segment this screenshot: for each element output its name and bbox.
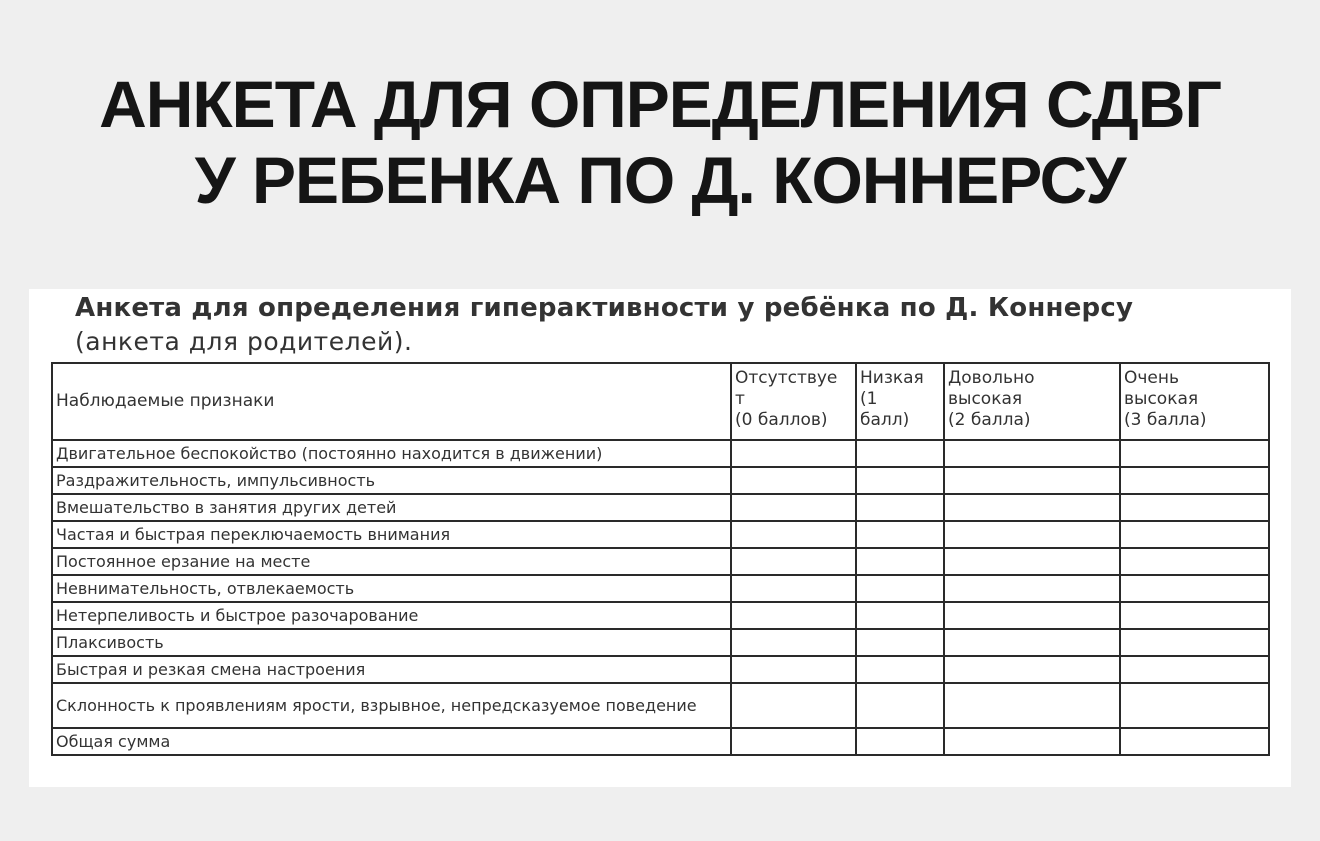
table-row [52, 656, 1269, 683]
sign-label: Быстрая и резкая смена настроения [52, 656, 731, 683]
score-cell-0[interactable] [731, 548, 856, 575]
score-cell-3[interactable] [1120, 656, 1269, 683]
table-row [52, 494, 1269, 521]
score-cell-3[interactable] [1120, 575, 1269, 602]
score-cell-2[interactable] [944, 629, 1120, 656]
page-title-line-1: АНКЕТА ДЛЯ ОПРЕДЕЛЕНИЯ СДВГ [99, 67, 1221, 141]
page-title [0, 66, 1320, 218]
score-cell-3[interactable] [1120, 548, 1269, 575]
header-score-3-line: (3 балла) [1124, 410, 1207, 430]
header-score-3-line: высокая [1124, 389, 1199, 409]
score-cell-3[interactable] [1120, 467, 1269, 494]
score-cell-0[interactable] [731, 467, 856, 494]
header-score-0-line: т [735, 389, 745, 409]
score-cell-0[interactable] [731, 683, 856, 728]
score-cell-3[interactable] [1120, 521, 1269, 548]
score-cell-2[interactable] [944, 575, 1120, 602]
header-score-1-line: балл) [860, 410, 910, 430]
sign-label: Частая и быстрая переключаемость внимания [52, 521, 731, 548]
score-cell-1[interactable] [856, 656, 944, 683]
sign-label: Склонность к проявлениям ярости, взрывное, непредсказуемое поведение [52, 683, 731, 728]
header-score-2-line: (2 балла) [948, 410, 1031, 430]
table-row-total [52, 728, 1269, 755]
score-cell-2[interactable] [944, 467, 1120, 494]
score-cell-2[interactable] [944, 521, 1120, 548]
table-row [52, 440, 1269, 467]
score-cell-1[interactable] [856, 683, 944, 728]
score-cell-2[interactable] [944, 548, 1120, 575]
questionnaire-document [29, 289, 1291, 787]
sign-label: Вмешательство в занятия других детей [52, 494, 731, 521]
score-cell-1[interactable] [856, 602, 944, 629]
score-cell-3[interactable] [1120, 602, 1269, 629]
score-cell-0[interactable] [731, 629, 856, 656]
score-cell-3[interactable] [1120, 683, 1269, 728]
total-cell-2[interactable] [944, 728, 1120, 755]
table-header-row [52, 363, 1269, 440]
score-cell-2[interactable] [944, 656, 1120, 683]
score-cell-3[interactable] [1120, 629, 1269, 656]
table-row [52, 602, 1269, 629]
total-cell-3[interactable] [1120, 728, 1269, 755]
sign-label: Двигательное беспокойство (постоянно находится в движении) [52, 440, 731, 467]
header-score-0 [731, 363, 856, 440]
score-cell-0[interactable] [731, 440, 856, 467]
score-cell-2[interactable] [944, 494, 1120, 521]
table-row [52, 548, 1269, 575]
score-cell-0[interactable] [731, 494, 856, 521]
sign-label: Нетерпеливость и быстрое разочарование [52, 602, 731, 629]
score-cell-3[interactable] [1120, 494, 1269, 521]
score-cell-0[interactable] [731, 521, 856, 548]
score-cell-1[interactable] [856, 548, 944, 575]
header-observed-signs: Наблюдаемые признаки [52, 363, 731, 440]
score-cell-2[interactable] [944, 440, 1120, 467]
sign-label: Невнимательность, отвлекаемость [52, 575, 731, 602]
score-cell-1[interactable] [856, 494, 944, 521]
document-subtitle: (анкета для родителей). [75, 327, 413, 356]
score-cell-1[interactable] [856, 521, 944, 548]
page-title-line-2: У РЕБЕНКА ПО Д. КОННЕРСУ [194, 143, 1126, 217]
score-cell-3[interactable] [1120, 440, 1269, 467]
total-cell-1[interactable] [856, 728, 944, 755]
header-score-0-line: (0 баллов) [735, 410, 828, 430]
header-score-1-line: (1 [860, 389, 878, 409]
header-score-1-line: Низкая [860, 368, 924, 388]
score-cell-0[interactable] [731, 602, 856, 629]
header-score-2-line: Довольно [948, 368, 1035, 388]
score-cell-0[interactable] [731, 575, 856, 602]
total-label: Общая сумма [52, 728, 731, 755]
table-row [52, 521, 1269, 548]
table-row [52, 629, 1269, 656]
header-score-1 [856, 363, 944, 440]
header-score-3 [1120, 363, 1269, 440]
header-score-3-line: Очень [1124, 368, 1180, 388]
sign-label: Постоянное ерзание на месте [52, 548, 731, 575]
score-cell-1[interactable] [856, 440, 944, 467]
total-cell-0[interactable] [731, 728, 856, 755]
score-cell-1[interactable] [856, 575, 944, 602]
score-cell-2[interactable] [944, 602, 1120, 629]
table-row [52, 575, 1269, 602]
questionnaire-table [51, 362, 1270, 756]
sign-label: Раздражительность, импульсивность [52, 467, 731, 494]
header-score-0-line: Отсутствуе [735, 368, 838, 388]
document-title: Анкета для определения гиперактивности у ребёнка по Д. Коннерсу [75, 293, 1134, 323]
score-cell-1[interactable] [856, 467, 944, 494]
table-row [52, 467, 1269, 494]
table-row [52, 683, 1269, 728]
header-score-2 [944, 363, 1120, 440]
score-cell-0[interactable] [731, 656, 856, 683]
score-cell-2[interactable] [944, 683, 1120, 728]
header-score-2-line: высокая [948, 389, 1023, 409]
score-cell-1[interactable] [856, 629, 944, 656]
sign-label: Плаксивость [52, 629, 731, 656]
